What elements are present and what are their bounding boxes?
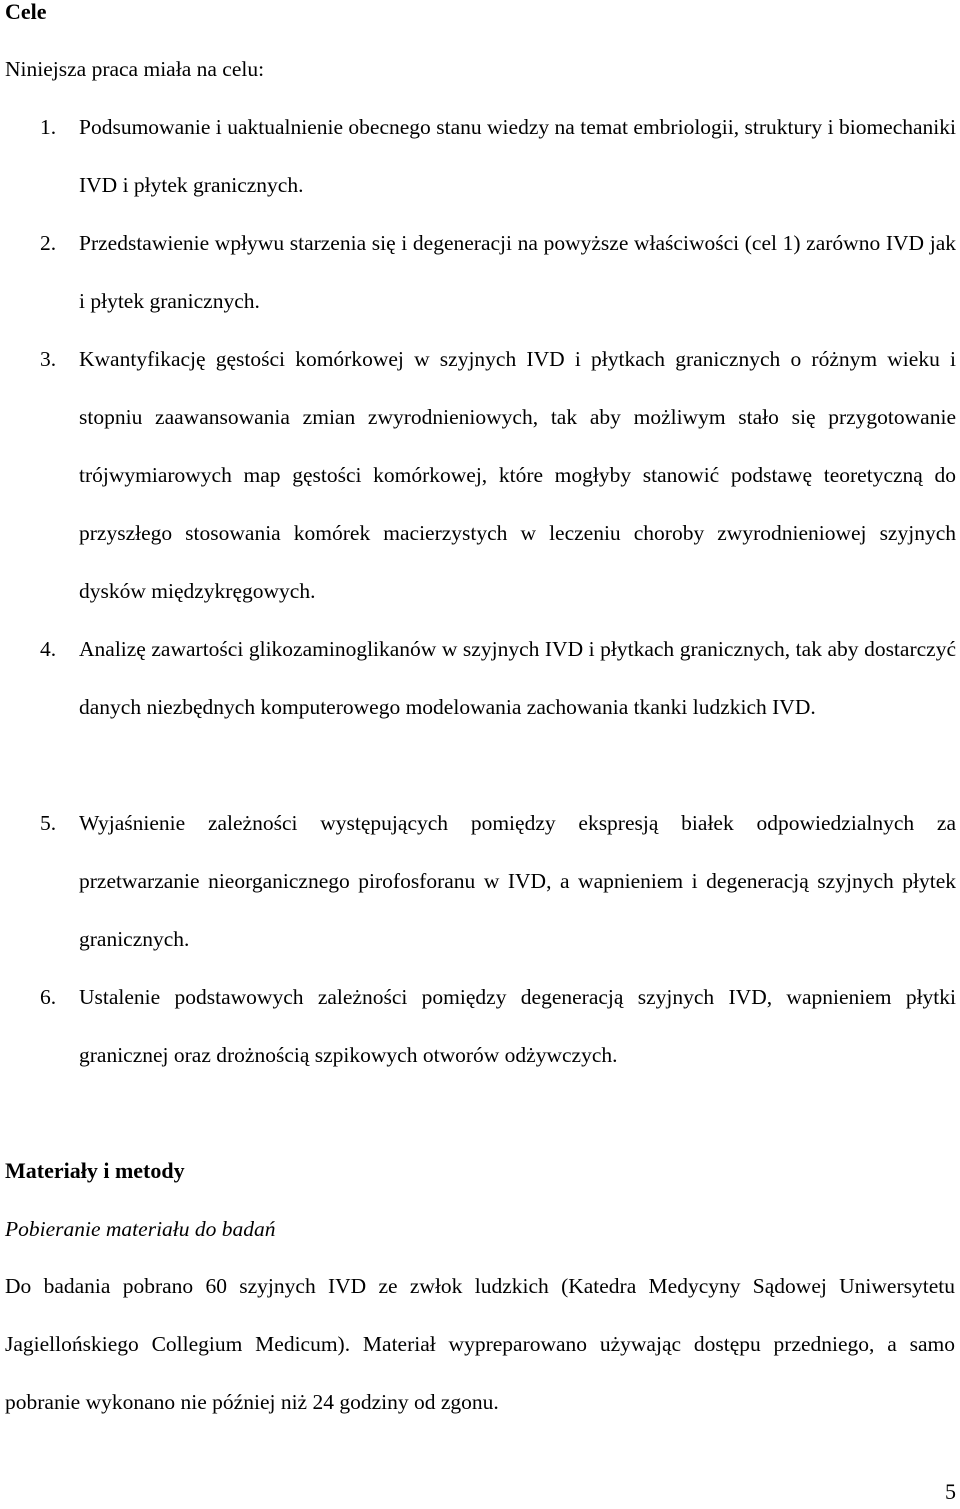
subsection-heading: Pobieranie materiału do badań [5,1217,276,1241]
list-text: Kwantyfikację gęstości komórkowej w szyjnych IVD i płytkach granicznych o różnym wieku i stopniu zaawansowania zmian zwyrodnieniowych, tak aby możliwym stało się przygotowanie trójwymiarowych map gęstości komórkowej, które mogłyby stanowić podstawę teoretyczną do przyszłego stosowania komórek macierzystych w leczeniu choroby zwyrodnieniowej szyjnych dysków międzykręgowych. [79,347,956,603]
list-text: Analizę zawartości glikozaminoglikanów w szyjnych IVD i płytkach granicznych, tak aby dostarczyć danych niezbędnych komputerowego modelowania zachowania tkanki ludzkich IVD. [79,637,956,719]
list-item-4 [40,620,956,794]
section-heading-cele: Cele [5,0,47,24]
list-text: Przedstawienie wpływu starzenia się i degeneracji na powyższe właściwości (cel 1) zarówno IVD jak i płytek granicznych. [79,231,956,313]
list-item-5 [40,794,956,968]
list-text: Ustalenie podstawowych zależności pomiędzy degeneracją szyjnych IVD, wapnieniem płytki granicznej oraz drożnością szpikowych otworów odżywczych. [79,985,956,1067]
page-number: 5 [945,1479,956,1504]
list-item-3 [40,330,956,620]
list-item-1 [40,98,956,214]
list-number: 3. [40,347,57,371]
list-item-2 [40,214,956,330]
list-number: 1. [40,115,57,139]
list-item-6 [40,968,956,1084]
list-number: 2. [40,231,57,255]
list-number: 4. [40,637,57,661]
list-text: Podsumowanie i uaktualnienie obecnego stanu wiedzy na temat embriologii, struktury i biomechaniki IVD i płytek granicznych. [79,115,956,197]
intro-text: Niniejsza praca miała na celu: [5,57,265,81]
list-number: 5. [40,811,57,835]
list-number: 6. [40,985,57,1009]
list-text: Wyjaśnienie zależności występujących pomiędzy ekspresją białek odpowiedzialnych za przetwarzanie nieorganicznego pirofosforanu w IVD, a wapnieniem i degeneracją szyjnych płytek granicznych. [79,811,956,951]
section-heading-materialy: Materiały i metody [5,1158,185,1183]
body-paragraph: Do badania pobrano 60 szyjnych IVD ze zwłok ludzkich (Katedra Medycyny Sądowej Uniwersytetu Jagiellońskiego Collegium Medicum). Materiał wypreparowano używając dostępu przedniego, a samo pobranie wykonano nie później niż 24 godziny od zgonu. [5,1274,955,1414]
